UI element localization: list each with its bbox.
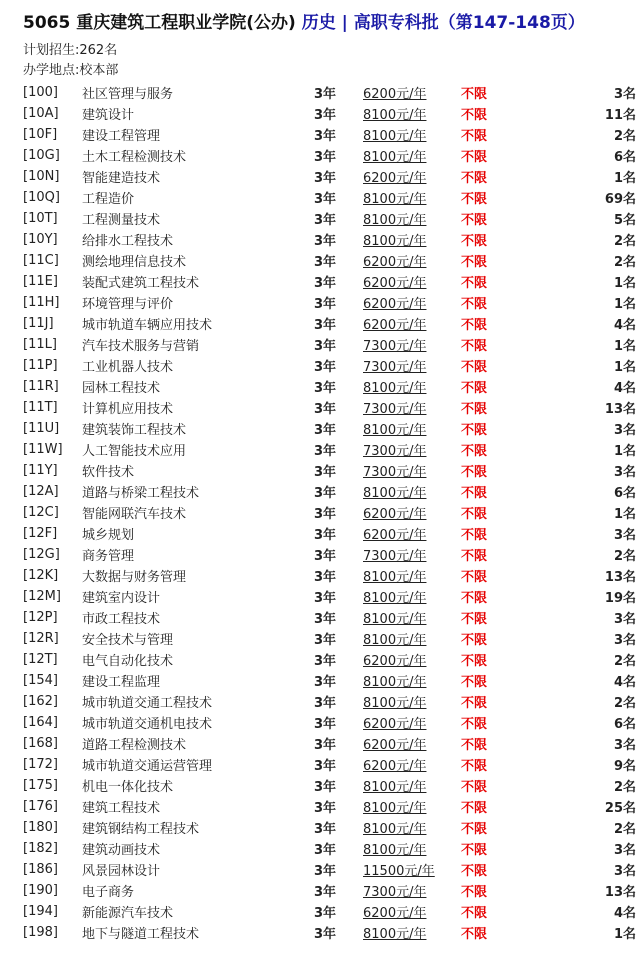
tuition-fee-link[interactable]: 7300元/年 <box>363 885 427 900</box>
table-row <box>23 880 636 901</box>
major-code: [100] <box>23 85 58 100</box>
major-code: [10N] <box>23 169 60 184</box>
table-row <box>23 376 636 397</box>
table-row <box>23 922 636 943</box>
enroll-quota: 5名 <box>613 213 636 228</box>
tuition-fee-link[interactable]: 8100元/年 <box>363 486 427 501</box>
subject-limit: 不限 <box>461 255 488 270</box>
major-name: 风景园林设计 <box>82 864 161 879</box>
study-years: 3年 <box>314 906 337 921</box>
tuition-fee-link[interactable]: 6200元/年 <box>363 654 427 669</box>
subject-limit: 不限 <box>461 507 488 522</box>
major-code: [154] <box>23 673 58 688</box>
major-name: 市政工程技术 <box>82 612 161 627</box>
tuition-fee-link[interactable]: 6200元/年 <box>363 171 427 186</box>
study-years: 3年 <box>314 381 337 396</box>
major-name: 测绘地理信息技术 <box>82 255 187 270</box>
table-row <box>23 271 636 292</box>
subject-limit: 不限 <box>461 129 488 144</box>
major-code: [12P] <box>23 610 58 625</box>
subject-limit: 不限 <box>461 276 488 291</box>
enroll-quota: 3名 <box>613 87 636 102</box>
enroll-quota: 4名 <box>613 381 636 396</box>
tuition-fee-link[interactable]: 11500元/年 <box>363 864 435 879</box>
major-name: 电气自动化技术 <box>82 654 174 669</box>
enroll-quota: 6名 <box>613 150 636 165</box>
tuition-fee-link[interactable]: 7300元/年 <box>363 465 427 480</box>
table-row <box>23 145 636 166</box>
table-row <box>23 523 636 544</box>
subject-limit: 不限 <box>461 927 488 942</box>
study-years: 3年 <box>314 171 337 186</box>
subject-limit: 不限 <box>461 591 488 606</box>
tuition-fee-link[interactable]: 6200元/年 <box>363 87 427 102</box>
tuition-fee-link[interactable]: 8100元/年 <box>363 423 427 438</box>
major-name: 社区管理与服务 <box>82 87 174 102</box>
enroll-quota: 1名 <box>613 171 636 186</box>
table-row <box>23 628 636 649</box>
subject-limit: 不限 <box>461 465 488 480</box>
study-years: 3年 <box>314 297 337 312</box>
tuition-fee-link[interactable]: 6200元/年 <box>363 255 427 270</box>
enroll-quota: 2名 <box>613 780 636 795</box>
table-row <box>23 82 636 103</box>
major-code: [162] <box>23 694 58 709</box>
table-row <box>23 796 636 817</box>
enroll-quota: 3名 <box>613 612 636 627</box>
tuition-fee-link[interactable]: 7300元/年 <box>363 549 427 564</box>
table-row <box>23 229 636 250</box>
subject-limit: 不限 <box>461 318 488 333</box>
enroll-quota: 4名 <box>613 318 636 333</box>
tuition-fee-link[interactable]: 8100元/年 <box>363 234 427 249</box>
major-name: 城市轨道交通工程技术 <box>82 696 213 711</box>
major-code: [10A] <box>23 106 59 121</box>
major-code: [186] <box>23 862 58 877</box>
table-row <box>23 544 636 565</box>
subject-limit: 不限 <box>461 696 488 711</box>
enroll-quota: 2名 <box>613 654 636 669</box>
study-years: 3年 <box>314 360 337 375</box>
study-years: 3年 <box>314 717 337 732</box>
enroll-quota: 3名 <box>613 864 636 879</box>
tuition-fee-link[interactable]: 6200元/年 <box>363 276 427 291</box>
major-code: [11L] <box>23 337 57 352</box>
enroll-quota: 6名 <box>613 717 636 732</box>
plan-count: 计划招生:262名 <box>23 43 118 58</box>
major-name: 装配式建筑工程技术 <box>82 276 200 291</box>
table-row <box>23 712 636 733</box>
major-name: 建筑工程技术 <box>82 801 161 816</box>
enroll-quota: 11名 <box>604 108 636 123</box>
study-years: 3年 <box>314 549 337 564</box>
table-row <box>23 502 636 523</box>
tuition-fee-link[interactable]: 7300元/年 <box>363 444 427 459</box>
subject-limit: 不限 <box>461 570 488 585</box>
enroll-quota: 3名 <box>613 843 636 858</box>
major-code: [11J] <box>23 316 54 331</box>
enroll-quota: 25名 <box>604 801 636 816</box>
subject-limit: 不限 <box>461 444 488 459</box>
majors-table-body <box>23 82 636 943</box>
major-name: 城乡规划 <box>82 528 135 543</box>
enroll-quota: 3名 <box>613 423 636 438</box>
enroll-quota: 13名 <box>604 570 636 585</box>
major-code: [10T] <box>23 211 58 226</box>
tuition-fee-link[interactable]: 8100元/年 <box>363 843 427 858</box>
subject-limit: 不限 <box>461 339 488 354</box>
study-years: 3年 <box>314 444 337 459</box>
major-code: [10Y] <box>23 232 58 247</box>
enroll-quota: 1名 <box>613 507 636 522</box>
subject-limit: 不限 <box>461 822 488 837</box>
subject-limit: 不限 <box>461 549 488 564</box>
table-row <box>23 607 636 628</box>
table-row <box>23 292 636 313</box>
table-row <box>23 103 636 124</box>
major-name: 商务管理 <box>82 549 135 564</box>
major-code: [12F] <box>23 526 58 541</box>
study-years: 3年 <box>314 465 337 480</box>
major-code: [12T] <box>23 652 58 667</box>
major-code: [11C] <box>23 253 59 268</box>
major-code: [164] <box>23 715 58 730</box>
subject-limit: 不限 <box>461 759 488 774</box>
major-name: 软件技术 <box>82 465 135 480</box>
major-code: [194] <box>23 904 58 919</box>
page-title <box>23 12 639 34</box>
subject-limit: 不限 <box>461 780 488 795</box>
tuition-fee-link[interactable]: 7300元/年 <box>363 339 427 354</box>
major-name: 道路工程检测技术 <box>82 738 187 753</box>
subject-limit: 不限 <box>461 885 488 900</box>
major-name: 汽车技术服务与营销 <box>82 339 200 354</box>
major-code: [11H] <box>23 295 60 310</box>
table-row <box>23 754 636 775</box>
major-code: [11U] <box>23 421 60 436</box>
major-name: 电子商务 <box>82 885 135 900</box>
study-years: 3年 <box>314 129 337 144</box>
major-name: 安全技术与管理 <box>82 633 174 648</box>
major-code: [11R] <box>23 379 59 394</box>
study-years: 3年 <box>314 486 337 501</box>
tuition-fee-link[interactable]: 7300元/年 <box>363 360 427 375</box>
school-title: 5065 重庆建筑工程职业学院(公办) <box>23 13 296 33</box>
tuition-fee-link[interactable]: 8100元/年 <box>363 696 427 711</box>
tuition-fee-link[interactable]: 6200元/年 <box>363 297 427 312</box>
study-years: 3年 <box>314 423 337 438</box>
subject-limit: 不限 <box>461 633 488 648</box>
enroll-quota: 19名 <box>604 591 636 606</box>
enroll-quota: 3名 <box>613 465 636 480</box>
study-years: 3年 <box>314 780 337 795</box>
major-name: 工程测量技术 <box>82 213 161 228</box>
tuition-fee-link[interactable]: 8100元/年 <box>363 570 427 585</box>
table-row <box>23 313 636 334</box>
table-row <box>23 691 636 712</box>
subject-limit: 不限 <box>461 528 488 543</box>
campus-location: 办学地点:校本部 <box>23 63 119 78</box>
major-name: 人工智能技术应用 <box>82 444 187 459</box>
table-row <box>23 355 636 376</box>
table-row <box>23 649 636 670</box>
enroll-quota: 13名 <box>604 402 636 417</box>
study-years: 3年 <box>314 213 337 228</box>
major-code: [198] <box>23 925 58 940</box>
subject-limit: 不限 <box>461 381 488 396</box>
subject-limit: 不限 <box>461 150 488 165</box>
enroll-quota: 3名 <box>613 738 636 753</box>
study-years: 3年 <box>314 87 337 102</box>
major-name: 计算机应用技术 <box>82 402 174 417</box>
tuition-fee-link[interactable]: 6200元/年 <box>363 717 427 732</box>
major-code: [12K] <box>23 568 59 583</box>
major-name: 环境管理与评价 <box>82 297 174 312</box>
table-row <box>23 166 636 187</box>
subject-limit: 不限 <box>461 486 488 501</box>
study-years: 3年 <box>314 801 337 816</box>
study-years: 3年 <box>314 654 337 669</box>
subject-limit: 不限 <box>461 87 488 102</box>
tuition-fee-link[interactable]: 6200元/年 <box>363 738 427 753</box>
table-row <box>23 586 636 607</box>
tuition-fee-link[interactable]: 8100元/年 <box>363 150 427 165</box>
table-row <box>23 397 636 418</box>
enroll-quota: 3名 <box>613 633 636 648</box>
subject-limit: 不限 <box>461 864 488 879</box>
study-years: 3年 <box>314 318 337 333</box>
study-years: 3年 <box>314 339 337 354</box>
study-years: 3年 <box>314 822 337 837</box>
subject-limit: 不限 <box>461 675 488 690</box>
major-name: 大数据与财务管理 <box>82 570 187 585</box>
tuition-fee-link[interactable]: 8100元/年 <box>363 108 427 123</box>
study-years: 3年 <box>314 885 337 900</box>
tuition-fee-link[interactable]: 6200元/年 <box>363 759 427 774</box>
table-row <box>23 775 636 796</box>
table-row <box>23 418 636 439</box>
enroll-quota: 13名 <box>604 885 636 900</box>
major-code: [12M] <box>23 589 61 604</box>
enroll-quota: 9名 <box>613 759 636 774</box>
study-years: 3年 <box>314 570 337 585</box>
tuition-fee-link[interactable]: 8100元/年 <box>363 633 427 648</box>
table-row <box>23 901 636 922</box>
major-name: 建筑设计 <box>82 108 135 123</box>
study-years: 3年 <box>314 759 337 774</box>
tuition-fee-link[interactable]: 8100元/年 <box>363 780 427 795</box>
enroll-quota: 3名 <box>613 528 636 543</box>
major-name: 工业机器人技术 <box>82 360 174 375</box>
study-years: 3年 <box>314 612 337 627</box>
tuition-fee-link[interactable]: 8100元/年 <box>363 591 427 606</box>
major-code: [168] <box>23 736 58 751</box>
major-name: 建筑装饰工程技术 <box>82 423 187 438</box>
major-name: 建筑动画技术 <box>82 843 161 858</box>
study-years: 3年 <box>314 696 337 711</box>
tuition-fee-link[interactable]: 8100元/年 <box>363 822 427 837</box>
study-years: 3年 <box>314 402 337 417</box>
enroll-quota: 2名 <box>613 234 636 249</box>
tuition-fee-link[interactable]: 8100元/年 <box>363 801 427 816</box>
study-years: 3年 <box>314 528 337 543</box>
major-name: 工程造价 <box>82 192 135 207</box>
tuition-fee-link[interactable]: 8100元/年 <box>363 213 427 228</box>
majors-table <box>23 82 636 943</box>
study-years: 3年 <box>314 507 337 522</box>
enroll-quota: 2名 <box>613 549 636 564</box>
enroll-quota: 2名 <box>613 129 636 144</box>
major-name: 建设工程监理 <box>82 675 161 690</box>
tuition-fee-link[interactable]: 6200元/年 <box>363 318 427 333</box>
major-code: [12C] <box>23 505 59 520</box>
major-code: [172] <box>23 757 58 772</box>
tuition-fee-link[interactable]: 8100元/年 <box>363 675 427 690</box>
study-years: 3年 <box>314 108 337 123</box>
major-code: [11P] <box>23 358 58 373</box>
subject-limit: 不限 <box>461 906 488 921</box>
enroll-quota: 1名 <box>613 339 636 354</box>
major-code: [10G] <box>23 148 60 163</box>
table-row <box>23 334 636 355</box>
major-name: 城市轨道交通机电技术 <box>82 717 213 732</box>
study-years: 3年 <box>314 234 337 249</box>
subject-limit: 不限 <box>461 192 488 207</box>
subject-limit: 不限 <box>461 654 488 669</box>
tuition-fee-link[interactable]: 8100元/年 <box>363 612 427 627</box>
major-name: 建筑钢结构工程技术 <box>82 822 200 837</box>
tuition-fee-link[interactable]: 8100元/年 <box>363 192 427 207</box>
subject-limit: 不限 <box>461 171 488 186</box>
study-years: 3年 <box>314 633 337 648</box>
subject-limit: 不限 <box>461 297 488 312</box>
major-code: [180] <box>23 820 58 835</box>
subject-limit: 不限 <box>461 738 488 753</box>
study-years: 3年 <box>314 843 337 858</box>
table-row <box>23 250 636 271</box>
major-code: [11W] <box>23 442 63 457</box>
table-row <box>23 838 636 859</box>
enroll-quota: 1名 <box>613 444 636 459</box>
subject-limit: 不限 <box>461 801 488 816</box>
enroll-quota: 2名 <box>613 696 636 711</box>
enroll-quota: 6名 <box>613 486 636 501</box>
major-code: [12R] <box>23 631 59 646</box>
major-name: 智能网联汽车技术 <box>82 507 187 522</box>
major-name: 道路与桥梁工程技术 <box>82 486 200 501</box>
table-row <box>23 187 636 208</box>
major-name: 新能源汽车技术 <box>82 906 174 921</box>
table-row <box>23 817 636 838</box>
major-code: [11T] <box>23 400 58 415</box>
major-name: 建筑室内设计 <box>82 591 161 606</box>
tuition-fee-link[interactable]: 8100元/年 <box>363 381 427 396</box>
major-code: [10F] <box>23 127 58 142</box>
major-code: [10Q] <box>23 190 60 205</box>
subject-limit: 不限 <box>461 612 488 627</box>
study-years: 3年 <box>314 255 337 270</box>
major-code: [11E] <box>23 274 58 289</box>
table-row <box>23 481 636 502</box>
enroll-quota: 1名 <box>613 360 636 375</box>
tuition-fee-link[interactable]: 6200元/年 <box>363 906 427 921</box>
enroll-quota: 2名 <box>613 255 636 270</box>
table-row <box>23 460 636 481</box>
enroll-quota: 1名 <box>613 276 636 291</box>
enroll-quota: 4名 <box>613 675 636 690</box>
enroll-quota: 2名 <box>613 822 636 837</box>
study-years: 3年 <box>314 675 337 690</box>
subject-limit: 不限 <box>461 843 488 858</box>
tuition-fee-link[interactable]: 7300元/年 <box>363 402 427 417</box>
table-row <box>23 859 636 880</box>
major-code: [11Y] <box>23 463 58 478</box>
major-code: [190] <box>23 883 58 898</box>
major-name: 城市轨道交通运营管理 <box>82 759 213 774</box>
major-name: 土木工程检测技术 <box>82 150 187 165</box>
major-code: [176] <box>23 799 58 814</box>
major-code: [175] <box>23 778 58 793</box>
major-name: 城市轨道车辆应用技术 <box>82 318 213 333</box>
subject-limit: 不限 <box>461 213 488 228</box>
table-row <box>23 565 636 586</box>
study-years: 3年 <box>314 192 337 207</box>
subject-limit: 不限 <box>461 423 488 438</box>
study-years: 3年 <box>314 864 337 879</box>
major-name: 园林工程技术 <box>82 381 161 396</box>
enroll-quota: 4名 <box>613 906 636 921</box>
table-row <box>23 208 636 229</box>
study-years: 3年 <box>314 927 337 942</box>
subject-limit: 不限 <box>461 234 488 249</box>
tuition-fee-link[interactable]: 6200元/年 <box>363 507 427 522</box>
enroll-quota: 1名 <box>613 927 636 942</box>
subject-limit: 不限 <box>461 717 488 732</box>
subject-limit: 不限 <box>461 402 488 417</box>
study-years: 3年 <box>314 738 337 753</box>
enroll-quota: 1名 <box>613 297 636 312</box>
tuition-fee-link[interactable]: 8100元/年 <box>363 927 427 942</box>
table-row <box>23 733 636 754</box>
study-years: 3年 <box>314 276 337 291</box>
study-years: 3年 <box>314 150 337 165</box>
major-code: [182] <box>23 841 58 856</box>
major-name: 地下与隧道工程技术 <box>82 927 200 942</box>
major-code: [12A] <box>23 484 59 499</box>
subject-limit: 不限 <box>461 360 488 375</box>
table-row <box>23 439 636 460</box>
tuition-fee-link[interactable]: 8100元/年 <box>363 129 427 144</box>
major-name: 机电一体化技术 <box>82 780 174 795</box>
table-row <box>23 124 636 145</box>
enroll-quota: 69名 <box>604 192 636 207</box>
study-years: 3年 <box>314 591 337 606</box>
batch-subtitle: 历史 | 高职专科批（第147-148页） <box>301 13 585 33</box>
major-name: 给排水工程技术 <box>82 234 174 249</box>
major-name: 智能建造技术 <box>82 171 161 186</box>
subject-limit: 不限 <box>461 108 488 123</box>
tuition-fee-link[interactable]: 6200元/年 <box>363 528 427 543</box>
table-row <box>23 670 636 691</box>
major-code: [12G] <box>23 547 60 562</box>
major-name: 建设工程管理 <box>82 129 161 144</box>
